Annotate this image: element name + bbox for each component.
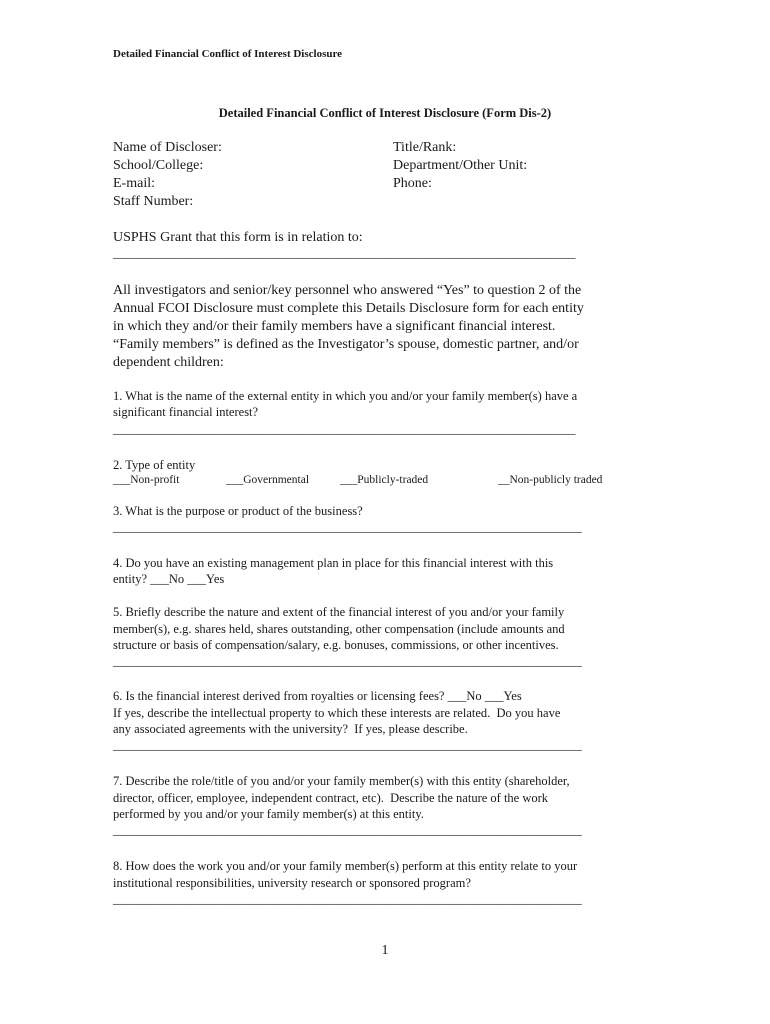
question-8-answer-line[interactable]: ___________________________________________________________________________ [113, 892, 582, 906]
question-8-text: institutional responsibilities, university research or sponsored program? [113, 876, 471, 890]
intro-line: Annual FCOI Disclosure must complete this Details Disclosure form for each entity [113, 301, 584, 316]
grant-answer-line[interactable]: __________________________________________________________________________ [113, 246, 576, 260]
question-6-text: 6. Is the financial interest derived from royalties or licensing fees? ___No ___Yes [113, 689, 522, 703]
question-3-text: 3. What is the purpose or product of the business? [113, 504, 363, 518]
form-title: Detailed Financial Conflict of Interest Disclosure (Form Dis-2) [218, 106, 552, 120]
question-1-answer-line[interactable]: __________________________________________________________________________ [113, 422, 576, 436]
intro-line: All investigators and senior/key personnel who answered “Yes” to question 2 of the [113, 283, 582, 298]
question-2-label: 2. Type of entity [113, 458, 196, 472]
phone-label: Phone: [393, 176, 432, 191]
entity-option-non-profit[interactable]: ___Non-profit [113, 474, 180, 486]
intro-line: dependent children: [113, 355, 224, 370]
question-4-text: 4. Do you have an existing management plan in place for this financial interest with this [113, 556, 554, 570]
question-1-text: 1. What is the name of the external entity in which you and/or your family member(s) have a [113, 389, 578, 403]
question-6-text: If yes, describe the intellectual property to which these interests are related. Do you have [113, 706, 561, 720]
staff-number-label: Staff Number: [113, 194, 194, 209]
question-3-answer-line[interactable]: ___________________________________________________________________________ [113, 520, 582, 534]
question-5-answer-line[interactable]: ___________________________________________________________________________ [113, 654, 582, 668]
name-of-discloser-label: Name of Discloser: [113, 140, 222, 155]
question-6-text: any associated agreements with the university? If yes, please describe. [113, 722, 468, 736]
intro-line: “Family members” is defined as the Investigator’s spouse, domestic partner, and/or [113, 337, 579, 352]
intro-line: in which they and/or their family members have a significant financial interest. [113, 319, 556, 334]
email-label: E-mail: [113, 176, 155, 191]
question-7-answer-line[interactable]: ___________________________________________________________________________ [113, 823, 582, 837]
question-7-text: director, officer, employee, independent contract, etc). Describe the nature of the work [113, 791, 549, 805]
question-6-answer-line[interactable]: ___________________________________________________________________________ [113, 738, 582, 752]
question-8-text: 8. How does the work you and/or your family member(s) perform at this entity relate to your [113, 859, 578, 873]
page-number: 1 [381, 943, 389, 958]
question-5-text: structure or basis of compensation/salary, e.g. bonuses, commissions, or other incentives. [113, 638, 559, 652]
question-7-text: 7. Describe the role/title of you and/or your family member(s) with this entity (shareholder, [113, 774, 570, 788]
running-header: Detailed Financial Conflict of Interest Disclosure [113, 48, 343, 60]
question-1-text: significant financial interest? [113, 405, 259, 419]
school-college-label: School/College: [113, 158, 204, 173]
question-5-text: member(s), e.g. shares held, shares outstanding, other compensation (include amounts and [113, 622, 565, 636]
question-5-text: 5. Briefly describe the nature and extent of the financial interest of you and/or your family [113, 605, 565, 619]
title-rank-label: Title/Rank: [393, 140, 457, 155]
entity-option-governmental[interactable]: ___Governmental [226, 474, 310, 486]
entity-option-non-publicly-traded[interactable]: __Non-publicly traded [498, 474, 603, 486]
grant-label: USPHS Grant that this form is in relation to: [113, 230, 363, 245]
question-4-text: entity? ___No ___Yes [113, 572, 225, 586]
entity-option-publicly-traded[interactable]: ___Publicly-traded [340, 474, 429, 486]
question-7-text: performed by you and/or your family member(s) at this entity. [113, 807, 424, 821]
department-label: Department/Other Unit: [393, 158, 528, 173]
